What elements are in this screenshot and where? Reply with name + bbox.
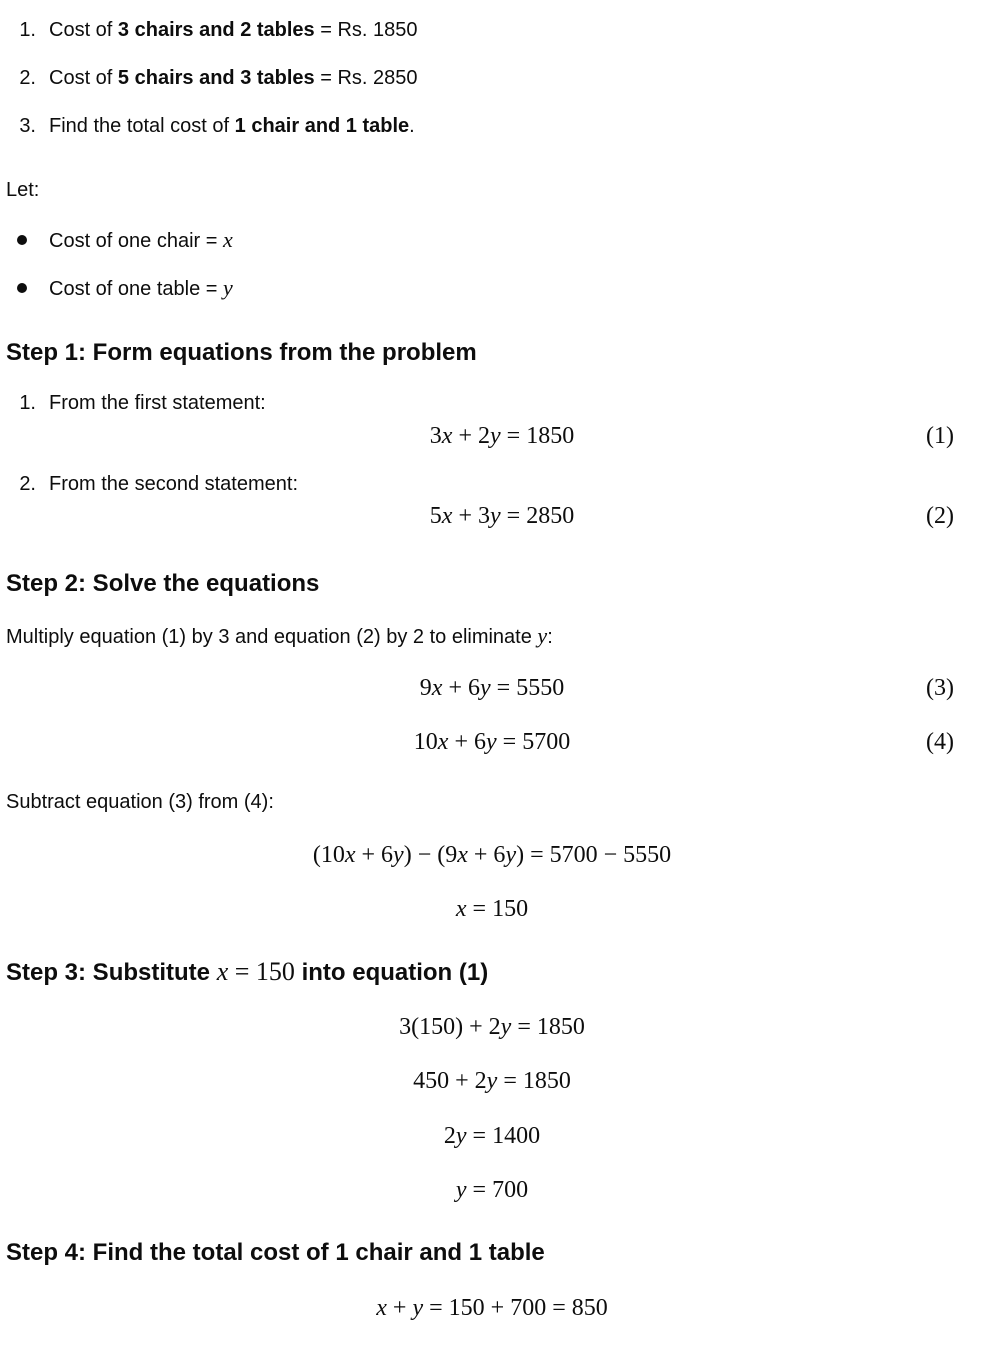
equation-5: (10x + 6y) − (9x + 6y) = 5700 − 5550 xyxy=(312,842,672,868)
step2-intro: Multiply equation (1) by 3 and equation (2) by 2 to eliminate y: xyxy=(6,623,553,648)
let-label: Let: xyxy=(6,179,40,201)
equation-final: x + y = 150 + 700 = 850 xyxy=(376,1295,608,1321)
equation-7: 3(150) + 2y = 1850 xyxy=(399,1014,585,1040)
step4-heading: Step 4: Find the total cost of 1 chair and 1 table xyxy=(6,1239,545,1266)
equation-9: 2y = 1400 xyxy=(443,1123,541,1149)
subtract-text: Subtract equation (3) from (4): xyxy=(6,791,274,813)
equation-tag-2: (2) xyxy=(926,503,954,529)
bullet-icon xyxy=(17,283,27,293)
step3-heading: Step 3: Substitute x = 150 into equation (1) xyxy=(6,957,489,986)
equation-8: 450 + 2y = 1850 xyxy=(413,1068,571,1094)
equation-1: 3x + 2y = 1850 xyxy=(429,423,575,449)
equation-tag-4: (4) xyxy=(926,729,954,755)
equation-6: x = 150 xyxy=(455,896,529,922)
equation-10: y = 700 xyxy=(455,1177,529,1203)
bullet-icon xyxy=(17,235,27,245)
let-item-chair: Cost of one chair = x xyxy=(0,227,400,253)
step1-heading: Step 1: Form equations from the problem xyxy=(6,339,477,366)
equation-4: 10x + 6y = 5700 xyxy=(413,729,571,755)
equation-tag-3: (3) xyxy=(926,675,954,701)
equation-3: 9x + 6y = 5550 xyxy=(419,675,565,701)
equation-tag-1: (1) xyxy=(926,423,954,449)
let-item-table: Cost of one table = y xyxy=(0,275,400,301)
equation-2: 5x + 3y = 2850 xyxy=(429,503,575,529)
step2-heading: Step 2: Solve the equations xyxy=(6,570,320,597)
